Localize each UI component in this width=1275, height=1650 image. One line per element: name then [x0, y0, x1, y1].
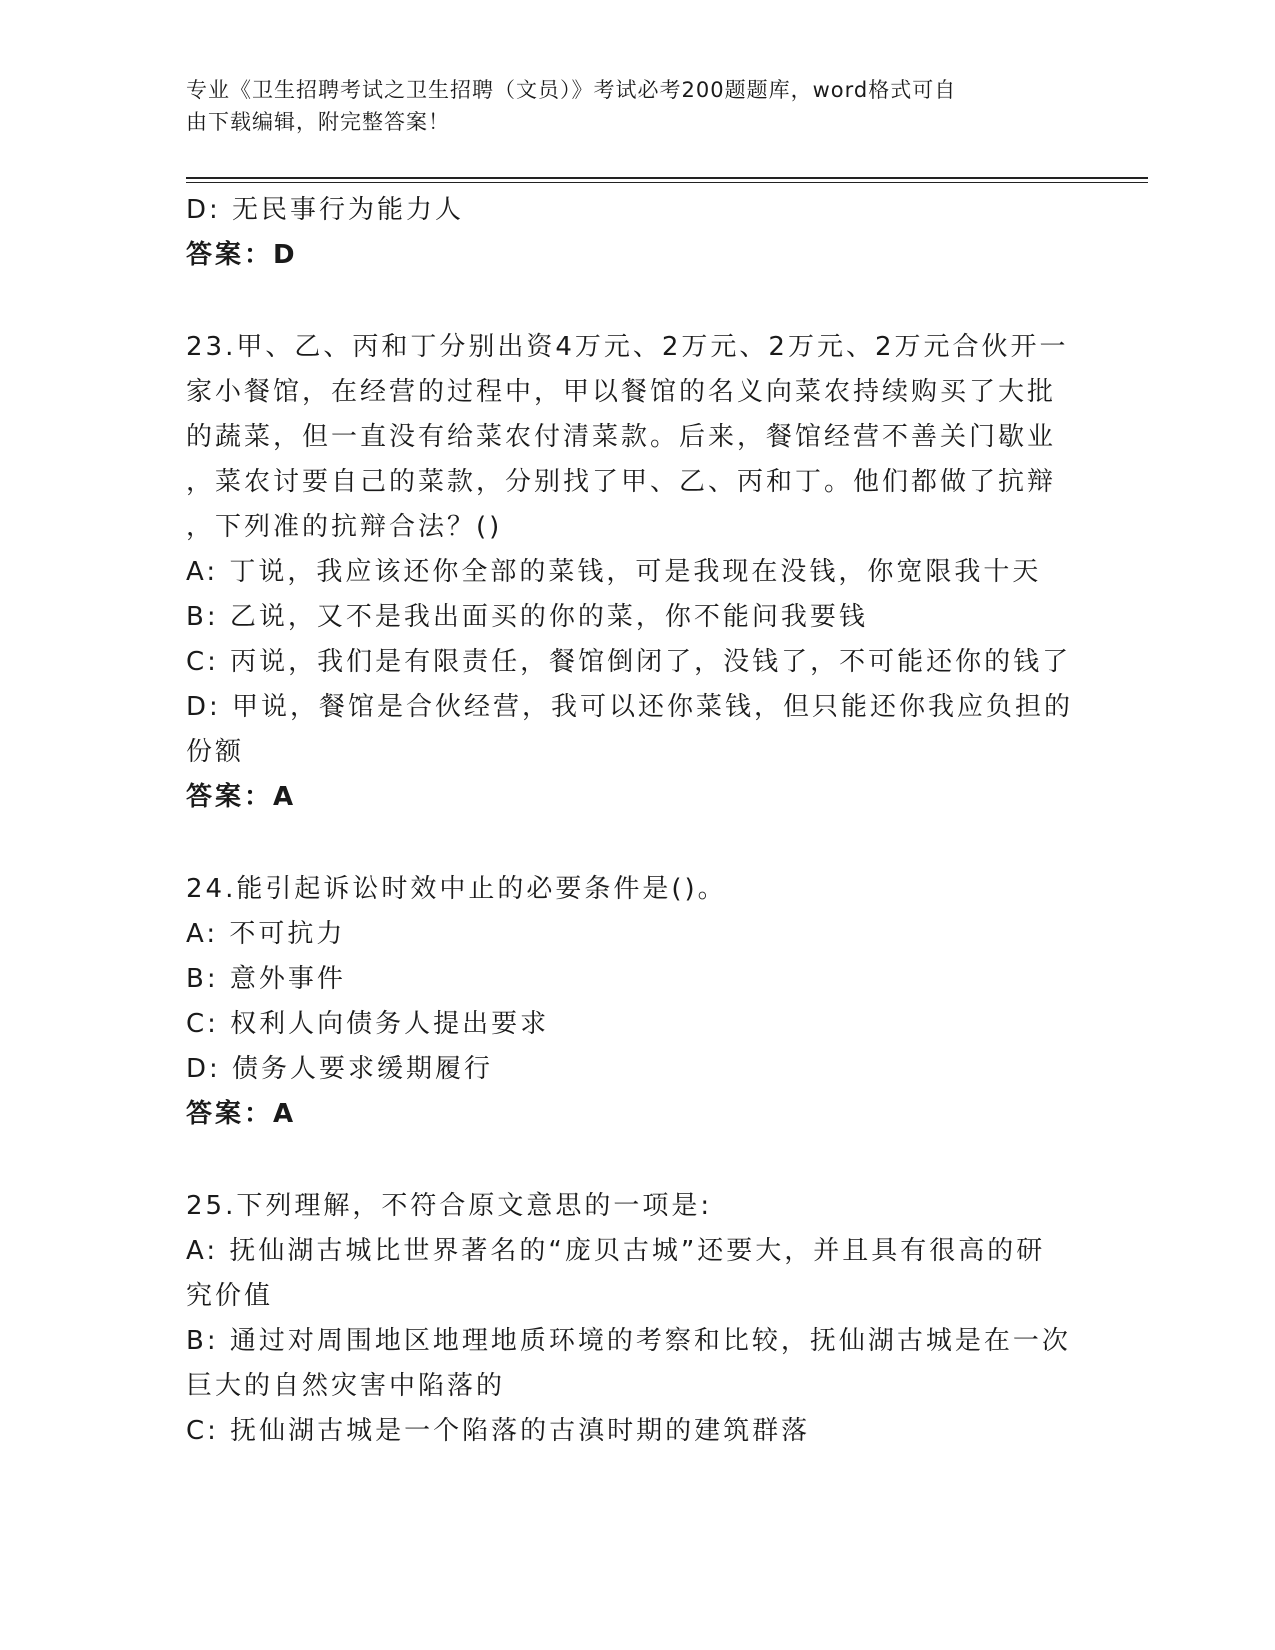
page-header [186, 74, 1086, 138]
option-d-continued: 份额 [186, 737, 245, 767]
option-a: A: 丁说，我应该还你全部的菜钱，可是我现在没钱，你宽限我十天 [186, 557, 1042, 587]
answer: 答案：D [186, 240, 298, 270]
header-line: 由下载编辑，附完整答案！ [186, 110, 450, 134]
option-d: D: 债务人要求缓期履行 [186, 1054, 494, 1084]
question-25 [186, 1184, 1086, 1454]
document-body [186, 188, 1086, 1454]
spacer [186, 278, 1086, 325]
option-a-continued: 究价值 [186, 1281, 274, 1311]
option-c: C: 抚仙湖古城是一个陷落的古滇时期的建筑群落 [186, 1416, 811, 1446]
question-22-tail [186, 188, 1086, 278]
option-b-continued: 巨大的自然灾害中陷落的 [186, 1371, 506, 1401]
question-stem-line: 家小餐馆，在经营的过程中，甲以餐馆的名义向菜农持续购买了大批 [186, 377, 1057, 407]
question-24 [186, 867, 1086, 1137]
spacer [186, 820, 1086, 867]
option-b: B: 乙说，又不是我出面买的你的菜，你不能问我要钱 [186, 602, 868, 632]
option-d: D: 无民事行为能力人 [186, 195, 465, 225]
question-stem-line: ，下列准的抗辩合法？() [186, 512, 503, 542]
answer: 答案：A [186, 782, 297, 812]
question-stem: 24.能引起诉讼时效中止的必要条件是()。 [186, 874, 727, 904]
question-stem-line: 的蔬菜，但一直没有给菜农付清菜款。后来，餐馆经营不善关门歇业 [186, 422, 1057, 452]
header-divider-thick [186, 177, 1148, 179]
option-d: D: 甲说，餐馆是合伙经营，我可以还你菜钱，但只能还你我应负担的 [186, 692, 1074, 722]
question-23 [186, 325, 1086, 820]
header-divider-thin [186, 182, 1148, 183]
option-b: B: 通过对周围地区地理地质环境的考察和比较，抚仙湖古城是在一次 [186, 1326, 1071, 1356]
question-stem-line: ，菜农讨要自己的菜款，分别找了甲、乙、丙和丁。他们都做了抗辩 [186, 467, 1057, 497]
question-stem-line: 23.甲、乙、丙和丁分别出资4万元、2万元、2万元、2万元合伙开一 [186, 332, 1069, 362]
header-line: 专业《卫生招聘考试之卫生招聘（文员）》考试必考200题题库，word格式可自 [186, 78, 957, 102]
spacer [186, 1137, 1086, 1184]
option-c: C: 丙说，我们是有限责任，餐馆倒闭了，没钱了，不可能还你的钱了 [186, 647, 1072, 677]
option-c: C: 权利人向债务人提出要求 [186, 1009, 550, 1039]
option-b: B: 意外事件 [186, 964, 346, 994]
option-a: A: 不可抗力 [186, 919, 346, 949]
question-stem: 25.下列理解，不符合原文意思的一项是: [186, 1191, 713, 1221]
option-a: A: 抚仙湖古城比世界著名的“庞贝古城”还要大，并且具有很高的研 [186, 1236, 1046, 1266]
answer: 答案：A [186, 1099, 297, 1129]
